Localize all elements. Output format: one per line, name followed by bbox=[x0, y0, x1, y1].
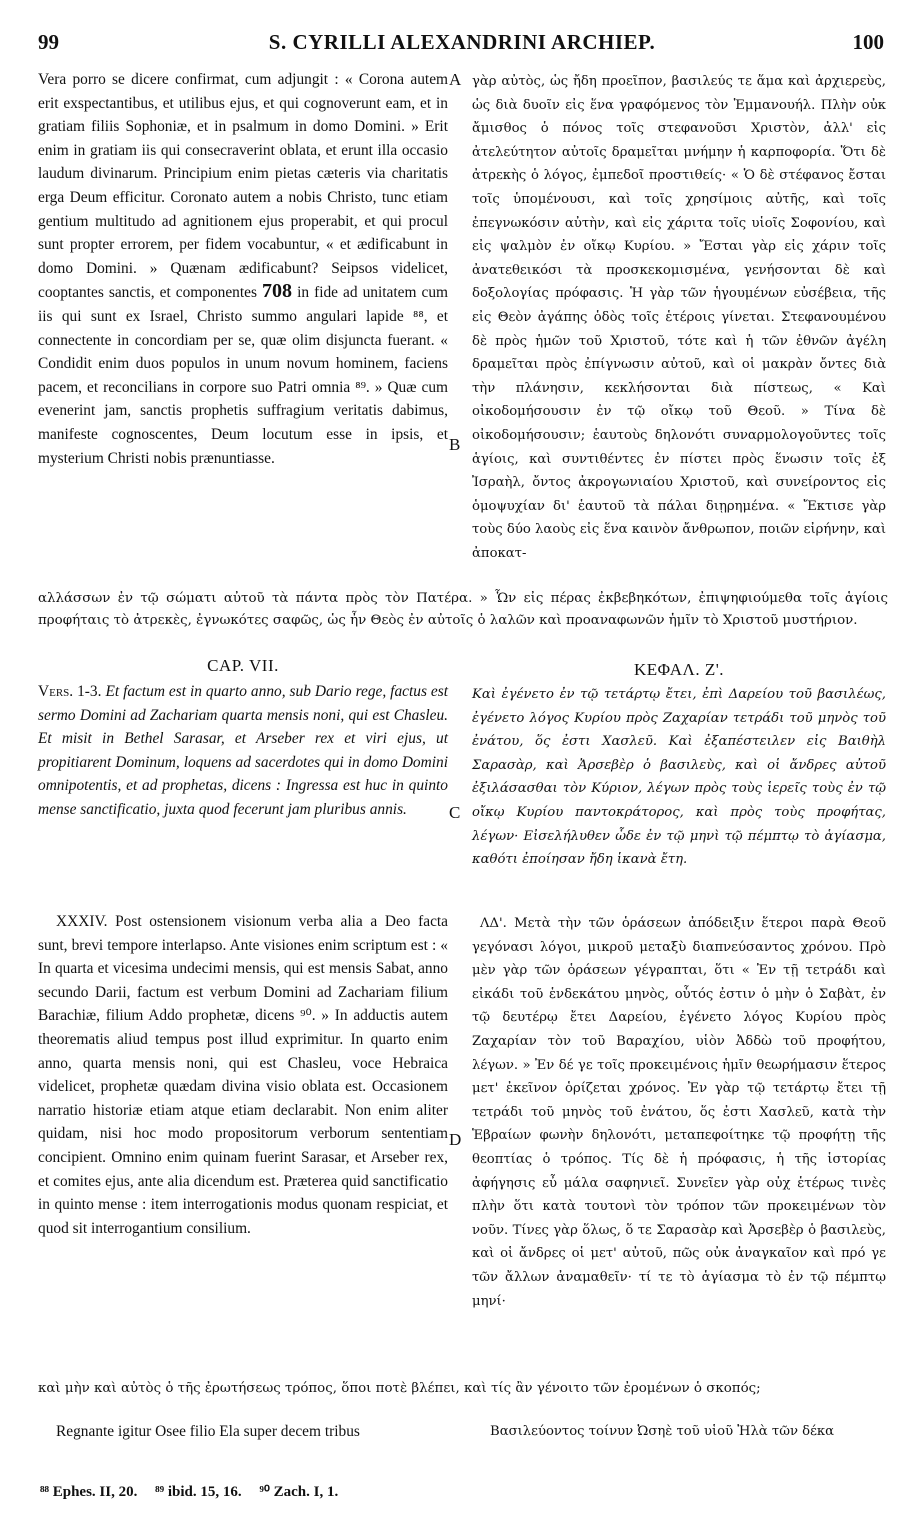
greek-verse-text: Καὶ ἐγένετο ἐν τῷ τετάρτῳ ἔτει, ἐπὶ Δαρείου τοῦ βασιλέως, ἐγένετο λόγος Κυρίου πρὸς Ζαχαρίαν τετράδι τοῦ μηνὸς τοῦ ἐνάτου, ὅς ἐστι Χασλεῦ. Καὶ ἐξαπέστειλεν εἰς Βαιθὴλ Σαρασὰρ, καὶ Ἀρσεβὲρ ὁ βασιλεὺς, καὶ οἱ ἄνδρες αὐτοῦ ἐξιλάσασθαι τὸν Κύριον, λέγων πρὸς τοὺς ἱερεῖς τοὺς ἐν τῷ οἴκῳ Κυρίου παντοκράτορος, καὶ πρὸς τοὺς προφήτας, λέγων· Εἰσελήλυθεν ὧδε ἐν τῷ μηνὶ τῷ πέμπτῳ τὸ ἁγίασμα, καθότι ἐποίησαν ἤδη ἱκανὰ ἔτη. bbox=[472, 687, 886, 868]
greek-fullwidth-1: αλλάσσων ἐν τῷ σώματι αὐτοῦ τὰ πάντα πρὸς τὸν Πατέρα. » Ὧν εἰς πέρας ἐκβεβηκότων, ἐπιψηφιούμεθα τοῖς ἁγίοις προφήταις τὸ ἀτρεκὲς, ἐγνωκότες σαφῶς, ὡς ἦν Θεὸς ἐν αὐτοῖς ὁ λαλῶν καὶ προαναφωνῶν ἡμῖν τὸ Χριστοῦ μυστήριον. bbox=[38, 591, 888, 628]
greek-column-top: γὰρ αὐτὸς, ὡς ἤδη προεῖπον, βασιλεύς τε ἅμα καὶ ἀρχιερεὺς, ὡς διὰ δυοῖν εἰς ἕνα γραφόμενος τὸν Ἐμμανουήλ. Πλὴν οὐκ ἄμισθος ὁ πόνος τοῖς στεφανοῦσι Χριστὸν, ἀλλ' εἰς ἀτελεύτητον αὐτοῖς δραμεῖται μνήμην ἡ καρποφορία. Ὅτι δὲ ἀτρεκὴς ὁ λόγος, ἐμπεδοῖ προστιθείς· « Ὁ δὲ στέφανος ἔσται τοῖς ὑπομένουσι, καὶ τοῖς χρησίμοις αὐτῆς, καὶ τοῖς ἐπεγνωκόσιν αὐτὴν, καὶ εἰς χάριτα τοῖς υἱοῖς Σοφονίου, καὶ εἰς ψαλμὸν ἐν οἴκῳ Κυρίου. » Ἔσται γὰρ εἰς χάριν τοῖς ἀνατεθεικόσι τὰ προσκεκομισμένα, γενήσονται δὲ καὶ δοξολογίας πρόφασις. Ἡ γὰρ τῶν ἡγουμένων εὐσέβεια, τῆς εἰς Θεὸν ἀγάπης ὁδὸς τοῖς ἑτέροις γίνεται. Στεφανουμένου δὲ πρὸς ἡμῶν τοῦ Χριστοῦ, τότε καὶ ἡ τῶν ἐθνῶν ἀγέλη δραμεῖται πρὸς ἐπίγνωσιν αὐτοῦ, καὶ οἱ μακρὰν ὄντες διὰ τὴν πλάνησιν, κεκλήσονται διὰ πίστεως, « Καὶ οἰκοδομήσουσιν ἐν τῷ οἴκῳ τοῦ Θεοῦ. » Τίνα δὲ οἰκοδομήσουσιν; ἑαυτοὺς δηλονότι συναρμολογοῦντες τοῖς ἁγίοις, καὶ συντιθέντες ἐν πίστει πρὸς ἕνωσιν τοῖς ἐξ Ἰσραὴλ, ὄντος ἀκρογωνιαίου Χριστοῦ, καὶ συνείροντος εἰς ὁμοψυχίαν δι' ἑαυτοῦ τὰ πάλαι διῃρημένα. « Ἔκτισε γὰρ τοὺς δύο λαοὺς εἰς ἕνα καινὸν ἄνθρωπον, ποιῶν εἰρήνην, καὶ ἀποκατ- bbox=[472, 74, 886, 561]
verse-label: Vers. 1-3. bbox=[38, 683, 102, 700]
footnote-90: ⁹⁰ Zach. I, 1. bbox=[259, 1484, 339, 1500]
page-number-right: 100 bbox=[852, 30, 884, 54]
footnote-89: ⁸⁹ ibid. 15, 16. bbox=[155, 1484, 242, 1500]
margin-letter-a: A bbox=[449, 70, 462, 89]
section-number-ad: ΛΔ'. bbox=[480, 916, 507, 931]
greek-commentary-ad bbox=[472, 912, 886, 1313]
column-number-708: 708 bbox=[262, 280, 293, 303]
margin-letter-b: B bbox=[449, 435, 461, 454]
latin-commentary-text: Post ostensionem visionum verba alia a Deo facta sunt, brevi tempore interlapso. Ante visiones enim scriptum est : « In quarta et vicesima undecimi mensis, qui est mensis Sabat, anno secundo Darii, factum est verbum Domini ad Zachariam filium Barachiæ, filium Addo prophetæ, dicens ⁹⁰. » In adductis autem theorematis aliud tempus post illud exprimitur. In quarto enim anno, quarta mensis noni, qui est Chasleu, voce Hebraica videlicet, prophetæ quædam divina visio oblata est. Occasionem narratio historiæ etiam atque etiam declarabit. Non enim aliter quidam, nisi hoc modo propositorum verborum sententiam concipient. Omnino enim quinam fuerint Sarasar, et Arseber rex, et comites ejus, ante alia dicendum est. Præterea quid sanctificatio in quinto mense : item interrogationis modus quonam respiciat, et quod sit interrogantium consilium. bbox=[38, 913, 449, 1237]
latin-text-a: Vera porro se dicere confirmat, cum adjungit : « Corona autem erit exspectantibus, et utilibus ejus, et qui cognoverunt eam, et in gratiam filiis Sophoniæ, et in psalmum in domo Domini. » Erit enim in gratiam iis qui consecraverint oblata, et erunt illa occasio laudum divinarum. Principium enim pietas cæteris via charitatis erga Deum efficitur. Coronato autem a nobis Christo, tunc etiam gentium multitudo ad agnitionem ejus properabit, et qui procul sunt propter errorem, per fidem vocabuntur, « et ædificabunt in domo Domini. » Quænam ædificabunt? Seipsos videlicet, cooptantes sanctis, et componentes bbox=[38, 71, 448, 302]
margin-letter-d: D bbox=[449, 1130, 462, 1149]
greek-fullwidth-2: καὶ μὴν καὶ αὐτὸς ὁ τῆς ἐρωτήσεως τρόπος, ὅποι ποτὲ βλέπει, καὶ τίς ἂν γένοιτο τῶν ἐρομένων ὁ σκοπός; bbox=[38, 1381, 761, 1396]
footnotes bbox=[40, 1482, 890, 1501]
latin-bottom-line: Regnante igitur Osee filio Ela super decem tribus bbox=[56, 1423, 360, 1440]
greek-bottom-line: Βασιλεύοντος τοίνυν Ὠσηὲ τοῦ υἱοῦ Ἠλὰ τῶν δέκα bbox=[490, 1424, 835, 1439]
margin-letter-c: C bbox=[449, 803, 461, 822]
latin-column-top bbox=[38, 68, 448, 470]
chapter-heading-latin: CAP. VII. bbox=[207, 656, 279, 675]
section-number-xxxiv: XXXIV. bbox=[56, 913, 108, 930]
chapter-heading-greek: ΚΕΦΑΛ. Ζ'. bbox=[633, 660, 725, 679]
running-title: S. CYRILLI ALEXANDRINI ARCHIEP. bbox=[268, 30, 656, 54]
greek-commentary-text: Μετὰ τὴν τῶν ὁράσεων ἀπόδειξιν ἕτεροι παρὰ Θεοῦ γεγόνασι λόγοι, μικροῦ μεταξὺ διαπνεύσαντος χρόνου. Πρὸ μὲν γὰρ τῶν ὁράσεων γέγραπται, ὅτι « Ἐν τῇ τετράδι καὶ εἰκάδι τοῦ ἑνδεκάτου μηνὸς, οὗτός ἐστιν ὁ μὴν ὁ Σαβὰτ, ἐν τῷ δευτέρῳ ἔτει Δαρείου, ἐγένετο λόγος Κυρίου πρὸς Ζαχαρίαν τὸν τοῦ Βαραχίου, υἱὸν Ἀδδὼ τοῦ προφήτου, λέγων. » Ἐν δέ γε τοῖς προκειμένοις ἡμῖν θεωρήμασιν ἕτερος μετ' ἐκεῖνον ὁρίζεται χρόνος. Ἐν γὰρ τῷ τετάρτῳ ἔτει τῇ τετράδι τοῦ μηνὸς τοῦ ἐνάτου, ὅς ἐστι Χασλεῦ, κατὰ τὴν Ἑβραίων φωνὴν δηλονότι, μεταπεφοίτηκε τῷ προφήτῃ τῆς θεοπτίας ὁ τρόπος. Τίς δὲ ἡ πρόφασις, ἡ τῆς ἱστορίας ἀφήγησις εὖ μάλα σαφηνιεῖ. Συνεῖεν γὰρ οὐχ ἑτέρως τινὲς πλὴν ὅτι κατὰ τουτονὶ τὸν τρόπον τῶν προκειμένων τὸν νοῦν. Τίνες γὰρ ὅλως, ὅ τε Σαρασὰρ καὶ Ἀρσεβὲρ ὁ βασιλεὺς, καὶ οἱ ἄνδρες οἱ μετ' αὐτοῦ, πῶς οὐκ ἀναγκαῖον καὶ πρό γε τῶν ἄλλων ἀναμαθεῖν· τί τε τὸ ἁγίασμα τὸ ἐν τῷ πέμπτῳ μηνί· bbox=[472, 916, 886, 1309]
latin-text-b: in fide ad unitatem cum iis qui sunt ex Israel, Christo summo angulari lapide ⁸⁸, et connectente in concordiam per se, quæ olim disjuncta fuerant. « Condidit enim duos populos in unum novum hominem, faciens pacem, et reconcilians in corpore suo Patri omnia ⁸⁹. » Quæ cum evenerint jam, sanctis prophetis suffragium veritatis dabimus, manifeste cognoscentes, Deum locutum esse in ipsis, et mysterium Christi nobis prænuntiasse. bbox=[38, 284, 448, 467]
footnote-88: ⁸⁸ Ephes. II, 20. bbox=[40, 1484, 138, 1500]
latin-commentary-xxxiv bbox=[38, 910, 448, 1240]
latin-verse-block bbox=[38, 680, 448, 822]
latin-verse-text: Et factum est in quarto anno, sub Dario rege, factus est sermo Domini ad Zachariam quarta mensis noni, qui est Chasleu. Et misit in Bethel Sarasar, et Arseber rex et viri ejus, ut propitiarent Dominum, loquens ad sacerdotes qui in domo Domini omnipotentis, et ad prophetas, dicens : Ingressa est huc in quinto mense sanctificatio, juxta quod fecerunt jam pluribus annis. bbox=[38, 683, 448, 818]
page-number-left: 99 bbox=[38, 30, 59, 54]
